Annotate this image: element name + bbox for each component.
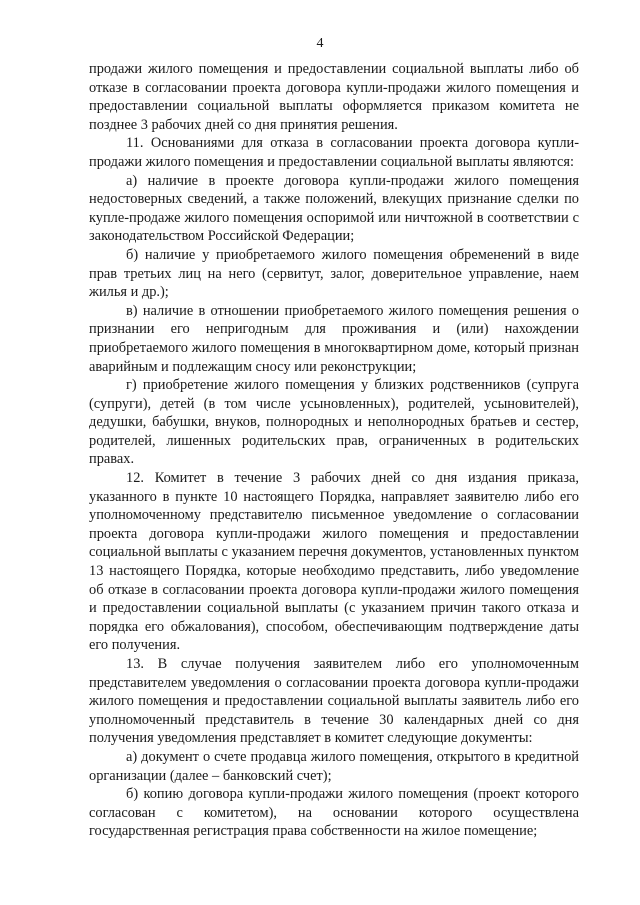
paragraph-11-intro: 11. Основаниями для отказа в согласовании проекта договора купли-продажи жилого помещения и предоставлении социальной выплаты являются: (89, 135, 579, 170)
paragraph-11-b: б) наличие у приобретаемого жилого помещения обременений в виде прав третьих лиц на него (сервитут, залог, доверительное управление, наем жилья и др.); (89, 246, 579, 301)
paragraph-continuation: продажи жилого помещения и предоставлении социальной выплаты либо об отказе в согласовании проекта договора купли-продажи жилого помещения и предоставлении социальной выплаты оформляется приказом комитета не позднее 3 рабочих дней со дня принятия решения. (89, 61, 579, 133)
paragraph-11-g: г) приобретение жилого помещения у близких родственников (супруга (супруги), детей (в том числе усыновленных), родителей, усыновителей), дедушки, бабушки, внуков, полнородных и неполнородных братьев и сестер, родителей, лишенных родительских прав, ограниченных в родительских правах. (89, 377, 579, 468)
document-body (89, 60, 579, 841)
paragraph-12: 12. Комитет в течение 3 рабочих дней со дня издания приказа, указанного в пункте 10 настоящего Порядка, направляет заявителю либо его уполномоченному представителю письменное уведомление о согласовании проекта договора купли-продажи жилого помещения и предоставлении социальной выплаты с указанием перечня документов, установленных пунктом 13 настоящего Порядка, которые необходимо представить, либо уведомление об отказе в согласовании проекта договора купли-продажи жилого помещения и предоставлении социальной выплаты (с указанием причин такого отказа и порядка его обжалования), способом, обеспечивающим подтверждение даты его получения. (89, 470, 579, 654)
paragraph-11-a: а) наличие в проекте договора купли-продажи жилого помещения недостоверных сведений, а также положений, влекущих признание сделки по купле-продаже жилого помещения оспоримой или ничтожной в соответствии с законодательством Российской Федерации; (89, 172, 579, 245)
paragraph-13-b: б) копию договора купли-продажи жилого помещения (проект которого согласован с комитетом), на основании которого осуществлена государственная регистрация права собственности на жилое помещение; (89, 786, 579, 840)
paragraph-13-a: а) документ о счете продавца жилого помещения, открытого в кредитной организации (далее – банковский счет); (89, 748, 579, 784)
paragraph-13-intro: 13. В случае получения заявителем либо его уполномоченным представителем уведомления о согласовании проекта договора купли-продажи жилого помещения и предоставлении социальной выплаты заявитель либо его уполномоченный представитель в течение 30 календарных дней со дня получения уведомления представляет в комитет следующие документы: (89, 656, 579, 747)
page-number: 4 (316, 36, 324, 51)
paragraph-11-v: в) наличие в отношении приобретаемого жилого помещения решения о признании его непригодным для проживания и (или) нахождении приобретаемого жилого помещения в многоквартирном доме, который признан аварийным и подлежащим сносу или реконструкции; (89, 302, 579, 375)
